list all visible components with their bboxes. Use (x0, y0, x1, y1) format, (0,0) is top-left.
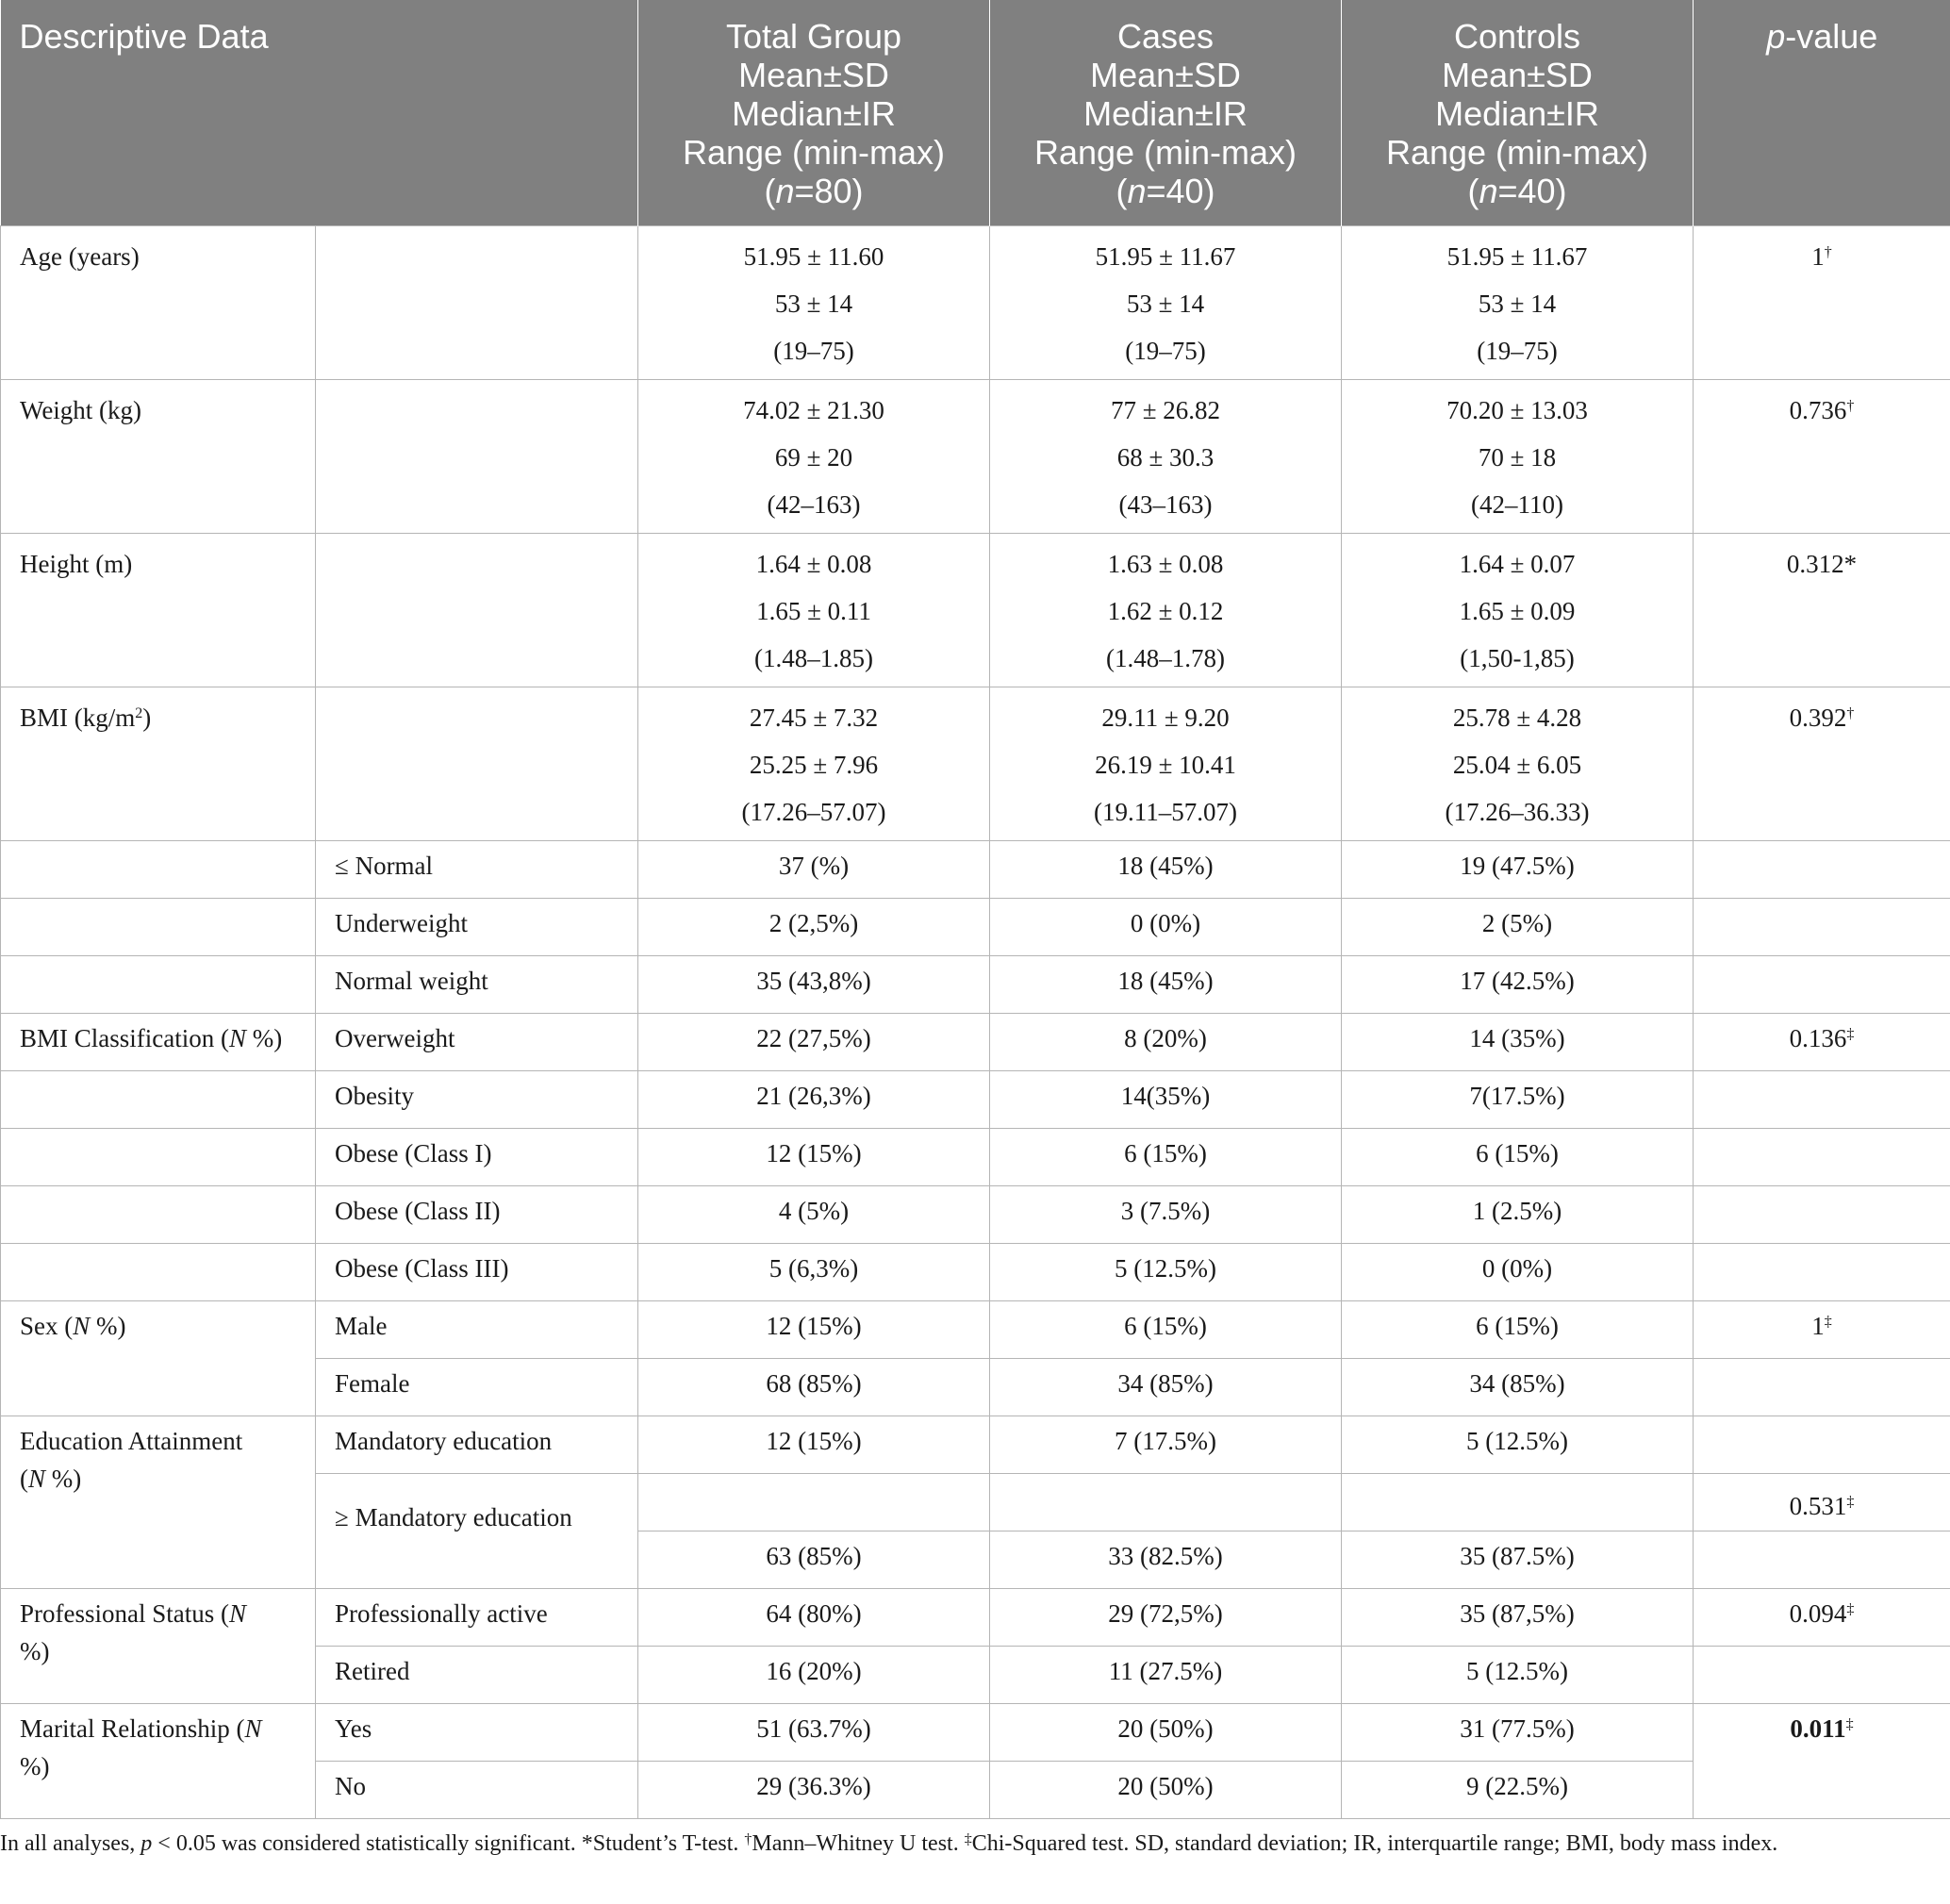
row-sublabel: Mandatory education (316, 1416, 638, 1473)
row-sublabel: Obese (Class II) (316, 1185, 638, 1243)
row-sublabel: Normal weight (316, 955, 638, 1013)
cell-cases: 33 (82.5%) (990, 1531, 1342, 1588)
table-row-weight (1, 379, 1950, 533)
header-cases: Cases Mean±SD Median±IR Range (min-max) (n=40) (990, 0, 1342, 225)
cell-total: 16 (20%) (638, 1646, 990, 1703)
cell-cases: 6 (15%) (990, 1300, 1342, 1358)
cell-cases: 29 (72,5%) (990, 1588, 1342, 1646)
cell-p-value: 0.392† (1694, 687, 1950, 840)
cell-controls: 9 (22.5%) (1342, 1761, 1694, 1818)
cell-cases: 51.95 ± 11.67 53 ± 14 (19–75) (990, 225, 1342, 379)
cell-controls: 1.64 ± 0.07 1.65 ± 0.09 (1,50-1,85) (1342, 533, 1694, 687)
cell-controls: 14 (35%) (1342, 1013, 1694, 1070)
row-sublabel: ≤ Normal (316, 840, 638, 898)
cell-total: 1.64 ± 0.08 1.65 ± 0.11 (1.48–1.85) (638, 533, 990, 687)
cell-controls: 2 (5%) (1342, 898, 1694, 955)
cell-cases: 8 (20%) (990, 1013, 1342, 1070)
cell-controls: 5 (12.5%) (1342, 1416, 1694, 1473)
cell-cases: 14(35%) (990, 1070, 1342, 1128)
cell-controls: 35 (87,5%) (1342, 1588, 1694, 1646)
row-sublabel: Obese (Class I) (316, 1128, 638, 1185)
table-row-age (1, 225, 1950, 379)
cell-total: 74.02 ± 21.30 69 ± 20 (42–163) (638, 379, 990, 533)
cell-p-value: 0.136‡ (1694, 1013, 1950, 1070)
cell-total: 35 (43,8%) (638, 955, 990, 1013)
cell-p-value: 0.736† (1694, 379, 1950, 533)
cell-total: 2 (2,5%) (638, 898, 990, 955)
table-row-education-mandatory (1, 1416, 1950, 1473)
header-total-group: Total Group Mean±SD Median±IR Range (min-max) (n=80) (638, 0, 990, 225)
cell-cases: 77 ± 26.82 68 ± 30.3 (43–163) (990, 379, 1342, 533)
cell-total: 5 (6,3%) (638, 1243, 990, 1300)
cell-total: 51.95 ± 11.60 53 ± 14 (19–75) (638, 225, 990, 379)
cell-cases: 18 (45%) (990, 840, 1342, 898)
cell-controls: 34 (85%) (1342, 1358, 1694, 1416)
row-sublabel: No (316, 1761, 638, 1818)
header-controls: Controls Mean±SD Median±IR Range (min-max) (n=40) (1342, 0, 1694, 225)
cell-cases: 18 (45%) (990, 955, 1342, 1013)
row-sublabel: Obese (Class III) (316, 1243, 638, 1300)
table-row-sex-male (1, 1300, 1950, 1358)
cell-controls: 0 (0%) (1342, 1243, 1694, 1300)
row-sublabel: Yes (316, 1703, 638, 1761)
cell-p-value: 1† (1694, 225, 1950, 379)
cell-controls: 6 (15%) (1342, 1300, 1694, 1358)
table-row-bmi-underweight (1, 898, 1950, 955)
cell-total: 37 (%) (638, 840, 990, 898)
cell-controls: 25.78 ± 4.28 25.04 ± 6.05 (17.26–36.33) (1342, 687, 1694, 840)
row-sublabel: Male (316, 1300, 638, 1358)
cell-total: 12 (15%) (638, 1416, 990, 1473)
cell-controls: 1 (2.5%) (1342, 1185, 1694, 1243)
table-row-bmi-normal-weight (1, 955, 1950, 1013)
cell-total: 4 (5%) (638, 1185, 990, 1243)
table-footnote: In all analyses, p < 0.05 was considered statistically significant. *Student’s T-test. †Mann–Whitney U test. ‡Chi-Squared test. SD, standard deviation; IR, interquartile range; BMI, body mass index. (0, 1830, 1778, 1856)
row-label: Professional Status (N %) (1, 1588, 316, 1703)
cell-total: 29 (36.3%) (638, 1761, 990, 1818)
cell-controls: 17 (42.5%) (1342, 955, 1694, 1013)
n-label: (n=80) (764, 172, 864, 210)
cell-cases: 5 (12.5%) (990, 1243, 1342, 1300)
cell-controls: 70.20 ± 13.03 70 ± 18 (42–110) (1342, 379, 1694, 533)
row-label: Education Attainment (N %) (1, 1416, 316, 1588)
n-label: (n=40) (1115, 172, 1215, 210)
row-sublabel: Female (316, 1358, 638, 1416)
cell-p-value: 0.531‡ (1694, 1473, 1950, 1531)
cell-total: 21 (26,3%) (638, 1070, 990, 1128)
cell-cases: 7 (17.5%) (990, 1416, 1342, 1473)
cell-total: 51 (63.7%) (638, 1703, 990, 1761)
cell-cases: 20 (50%) (990, 1761, 1342, 1818)
cell-p-value: 0.094‡ (1694, 1588, 1950, 1646)
n-label: (n=40) (1467, 172, 1567, 210)
header-p-value: p-value (1694, 0, 1950, 225)
table-row-bmi-overweight (1, 1013, 1950, 1070)
cell-cases: 3 (7.5%) (990, 1185, 1342, 1243)
cell-controls: 19 (47.5%) (1342, 840, 1694, 898)
table-row-bmi-obese-class-1 (1, 1128, 1950, 1185)
table-row-bmi (1, 687, 1950, 840)
cell-controls: 6 (15%) (1342, 1128, 1694, 1185)
cell-total: 68 (85%) (638, 1358, 990, 1416)
cell-total: 22 (27,5%) (638, 1013, 990, 1070)
table-row-height (1, 533, 1950, 687)
row-label: BMI Classification (N %) (1, 1013, 316, 1070)
row-label: BMI $(kg/m^2)$ (1, 687, 316, 840)
row-label: Weight (kg) (1, 379, 316, 533)
cell-cases: 29.11 ± 9.20 26.19 ± 10.41 (19.11–57.07) (990, 687, 1342, 840)
cell-cases: 0 (0%) (990, 898, 1342, 955)
cell-total: 12 (15%) (638, 1300, 990, 1358)
header-descriptive-data: Descriptive Data (1, 0, 638, 225)
row-sublabel: Obesity (316, 1070, 638, 1128)
table-row-bmi-obese-class-3 (1, 1243, 1950, 1300)
cell-total: 63 (85%) (638, 1531, 990, 1588)
table-row-marital-yes (1, 1703, 1950, 1761)
table-row-bmi-le-normal (1, 840, 1950, 898)
table-row-bmi-obesity (1, 1070, 1950, 1128)
cell-total: 12 (15%) (638, 1128, 990, 1185)
cell-cases: 1.63 ± 0.08 1.62 ± 0.12 (1.48–1.78) (990, 533, 1342, 687)
row-label: Height (m) (1, 533, 316, 687)
row-label: Marital Relationship (N %) (1, 1703, 316, 1818)
cell-p-value: 0.011‡ (1694, 1703, 1950, 1818)
row-label: Age (years) (1, 225, 316, 379)
cell-total: 27.45 ± 7.32 25.25 ± 7.96 (17.26–57.07) (638, 687, 990, 840)
header-row (1, 0, 1950, 225)
row-sublabel: Retired (316, 1646, 638, 1703)
row-label: Sex (N %) (1, 1300, 316, 1416)
row-sublabel: Professionally active (316, 1588, 638, 1646)
cell-controls: 35 (87.5%) (1342, 1531, 1694, 1588)
row-sublabel: Underweight (316, 898, 638, 955)
cell-cases: 6 (15%) (990, 1128, 1342, 1185)
cell-controls: 5 (12.5%) (1342, 1646, 1694, 1703)
row-sublabel: Overweight (316, 1013, 638, 1070)
cell-controls: 7(17.5%) (1342, 1070, 1694, 1128)
cell-controls: 31 (77.5%) (1342, 1703, 1694, 1761)
row-sublabel: ≥ Mandatory education (316, 1473, 638, 1588)
cell-cases: 34 (85%) (990, 1358, 1342, 1416)
cell-cases: 20 (50%) (990, 1703, 1342, 1761)
cell-p-value: 0.312* (1694, 533, 1950, 687)
table-row-bmi-obese-class-2 (1, 1185, 1950, 1243)
cell-total: 64 (80%) (638, 1588, 990, 1646)
cell-controls: 51.95 ± 11.67 53 ± 14 (19–75) (1342, 225, 1694, 379)
cell-p-value: 1‡ (1694, 1300, 1950, 1358)
table-row-professional-active (1, 1588, 1950, 1646)
cell-cases: 11 (27.5%) (990, 1646, 1342, 1703)
